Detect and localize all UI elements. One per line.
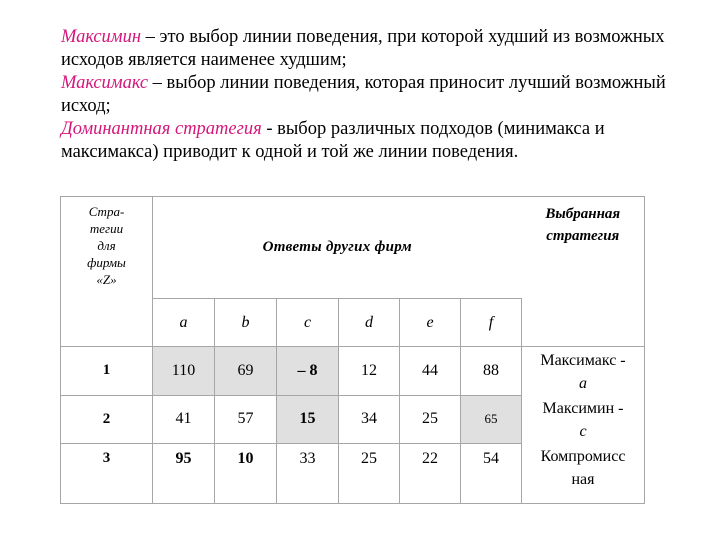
row-label: 2 (61, 395, 153, 443)
table-row (61, 443, 645, 503)
column-letters-row (61, 299, 645, 347)
table-cell: 44 (400, 347, 461, 396)
definition-dominant (61, 118, 701, 164)
chosen-strategy-text: Максимин - (542, 400, 624, 417)
chosen-strategy-2 (522, 395, 645, 443)
table-cell: 33 (277, 443, 339, 503)
strategy-table (60, 196, 645, 504)
definition-maximax-text: – выбор линии поведения, которая приносит лучший возможный исход; (61, 73, 666, 116)
table-cell: 95 (153, 443, 215, 503)
table-cell: 54 (461, 443, 522, 503)
table-cell: 110 (153, 347, 215, 396)
col-f: f (461, 299, 522, 347)
chosen-strategy-text: а (579, 375, 587, 392)
term-dominant: Доминантная стратегия (61, 119, 262, 139)
table-cell: 25 (339, 443, 400, 503)
chosen-strategy-text: с (579, 423, 587, 440)
col-d: d (339, 299, 400, 347)
chosen-blank-cell (522, 299, 645, 347)
table-cell: 41 (153, 395, 215, 443)
table-cell: 25 (400, 395, 461, 443)
chosen-strategy-text: Максимакс - (540, 352, 626, 369)
col-e: e (400, 299, 461, 347)
term-maximax: Максимакс (61, 73, 149, 93)
chosen-strategy-3 (522, 443, 645, 503)
definition-maximin (61, 26, 701, 72)
definition-dominant-text: - выбор различных подходов (минимакса и максимакса) приводит к одной и той же линии поведения. (61, 119, 605, 162)
col-a: a (153, 299, 215, 347)
table-cell: 15 (277, 395, 339, 443)
table-cell: 57 (215, 395, 277, 443)
table-cell: 65 (461, 395, 522, 443)
table-row (61, 395, 645, 443)
intro-text (61, 26, 701, 164)
col-c: c (277, 299, 339, 347)
header-strategies: Стра- тегии для фирмы «Z» (61, 197, 153, 299)
table-cell: 22 (400, 443, 461, 503)
row-label: 1 (61, 347, 153, 396)
table-cell: 88 (461, 347, 522, 396)
term-maximin: Максимин (61, 27, 142, 47)
table-cell: 10 (215, 443, 277, 503)
chosen-strategy-text: Компромисс (540, 448, 626, 465)
chosen-strategy-text: ная (571, 471, 595, 488)
table-cell: – 8 (277, 347, 339, 396)
table-cell: 12 (339, 347, 400, 396)
definition-maximax (61, 72, 701, 118)
table-cell: 34 (339, 395, 400, 443)
header-blank-cell (61, 299, 153, 347)
definition-maximin-text: – это выбор линии поведения, при которой худший из возможных исходов является наименее худшим; (61, 27, 665, 70)
header-responses: Ответы других фирм (153, 197, 522, 299)
table-header-row (61, 197, 645, 299)
col-b: b (215, 299, 277, 347)
chosen-strategy-1 (522, 347, 645, 396)
table-row (61, 347, 645, 396)
table-cell: 69 (215, 347, 277, 396)
header-chosen-strategy: Выбранная стратегия (522, 197, 645, 299)
row-label: 3 (61, 443, 153, 503)
